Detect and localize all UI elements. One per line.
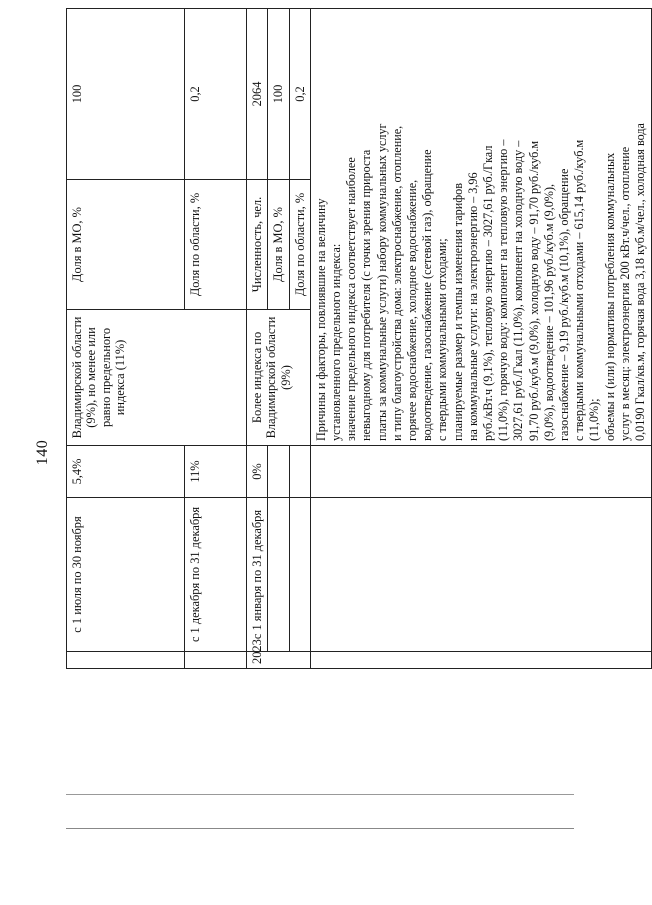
left-margin-rules xyxy=(66,669,574,835)
criterion-cell: Владимирской области (9%), но менее или равно предельного индекса (11%) xyxy=(67,310,247,446)
period-cell: с 1 января по 31 декабря xyxy=(247,498,268,652)
description-line: и типу благоустройства дома: электроснабжение, отопление, xyxy=(389,125,404,441)
year-cell: 2023 xyxy=(247,652,311,669)
value-cell: 0,2 xyxy=(185,9,247,180)
description-cell xyxy=(310,9,651,446)
indicator-cell: Доля по области, % xyxy=(289,180,310,310)
description-line: 3027,61 руб./Гкал (11,0%), компонент на холодную воду – xyxy=(511,140,526,441)
period-cell: с 1 декабря по 31 декабря xyxy=(185,498,247,652)
description-line: объемы и (или) нормативы потребления коммунальных xyxy=(602,152,617,441)
year-cell xyxy=(310,652,651,669)
percent-cell: 0% xyxy=(247,446,268,498)
period-cell xyxy=(310,498,651,652)
description-line: на коммунальные услуги: на электроэнергию – 3,96 xyxy=(465,172,480,441)
description-line: (9,0%), водоотведение – 101,96 руб./куб.м (9,0%), xyxy=(541,183,556,441)
description-line: планируемые размер и темпы изменения тарифов xyxy=(450,182,465,441)
tariff-index-table xyxy=(66,8,652,669)
description-line: с твердыми коммунальными отходами – 615,14 руб./куб.м xyxy=(572,139,587,441)
period-cell: с 1 июля по 30 ноября xyxy=(67,498,185,652)
description-line: руб./кВт.ч (9,1%), тепловую энергию – 3027,61 руб./Гкал xyxy=(481,145,496,441)
description-line: 0,0190 Гкал/кв.м, горячая вода 3,18 куб.м/чел., холодная вода xyxy=(633,123,648,441)
indicator-cell: Доля в МО, % xyxy=(268,180,289,310)
criterion-cell: Более индекса по Владимирской области (9%) xyxy=(247,310,311,446)
description-text xyxy=(314,13,648,441)
value-cell: 100 xyxy=(67,9,185,180)
page-number: 140 xyxy=(34,439,51,466)
description-line: 91,70 руб./куб.м (9,0%), холодную воду – 91,70 руб./куб.м xyxy=(526,140,541,441)
description-line: услуг в месяц: электроэнергия 200 кВт.ч/чел., отопление xyxy=(617,146,632,441)
description-line: платы за коммунальные услуги) набору коммунальных услуг xyxy=(374,123,389,441)
table-row xyxy=(310,9,651,669)
description-line: значение предельного индекса соответствует наиболее xyxy=(344,157,359,441)
description-line: установленного предельного индекса: xyxy=(329,243,343,441)
margin-rule xyxy=(66,794,574,795)
value-cell: 100 xyxy=(268,9,289,180)
percent-cell xyxy=(310,446,651,498)
value-cell: 0,2 xyxy=(289,9,310,180)
description-line: водоотведение, газоснабжение (сетевой газ), обращение xyxy=(420,149,435,441)
description-line: невыгодному для потребителя (с точки зрения прироста xyxy=(359,149,374,441)
percent-cell xyxy=(268,446,289,498)
indicator-cell: Численность, чел. xyxy=(247,180,268,310)
description-line: (11,0%); xyxy=(587,398,602,441)
indicator-cell: Доля по области, % xyxy=(185,180,247,310)
period-cell xyxy=(289,498,310,652)
table-row xyxy=(247,9,268,669)
percent-cell: 5,4% xyxy=(67,446,185,498)
description-line: (11,0%), горячую воду: компонент на тепловую энергию – xyxy=(496,139,511,441)
margin-rule xyxy=(66,828,574,829)
year-cell xyxy=(67,652,185,669)
indicator-cell: Доля в МО, % xyxy=(67,180,185,310)
description-line: горячее водоснабжение, холодное водоснабжение, xyxy=(405,179,420,441)
percent-cell xyxy=(289,446,310,498)
value-cell: 2064 xyxy=(247,9,268,180)
description-line: Причины и факторы, повлиявшие на величину xyxy=(313,198,328,441)
table-row xyxy=(67,9,185,669)
description-line: газоснабжение – 9,19 руб./куб.м (10,1%), обращение xyxy=(557,168,572,441)
period-cell xyxy=(268,498,289,652)
year-cell xyxy=(185,652,247,669)
percent-cell: 11% xyxy=(185,446,247,498)
description-line: с твердыми коммунальными отходами; xyxy=(435,238,450,441)
